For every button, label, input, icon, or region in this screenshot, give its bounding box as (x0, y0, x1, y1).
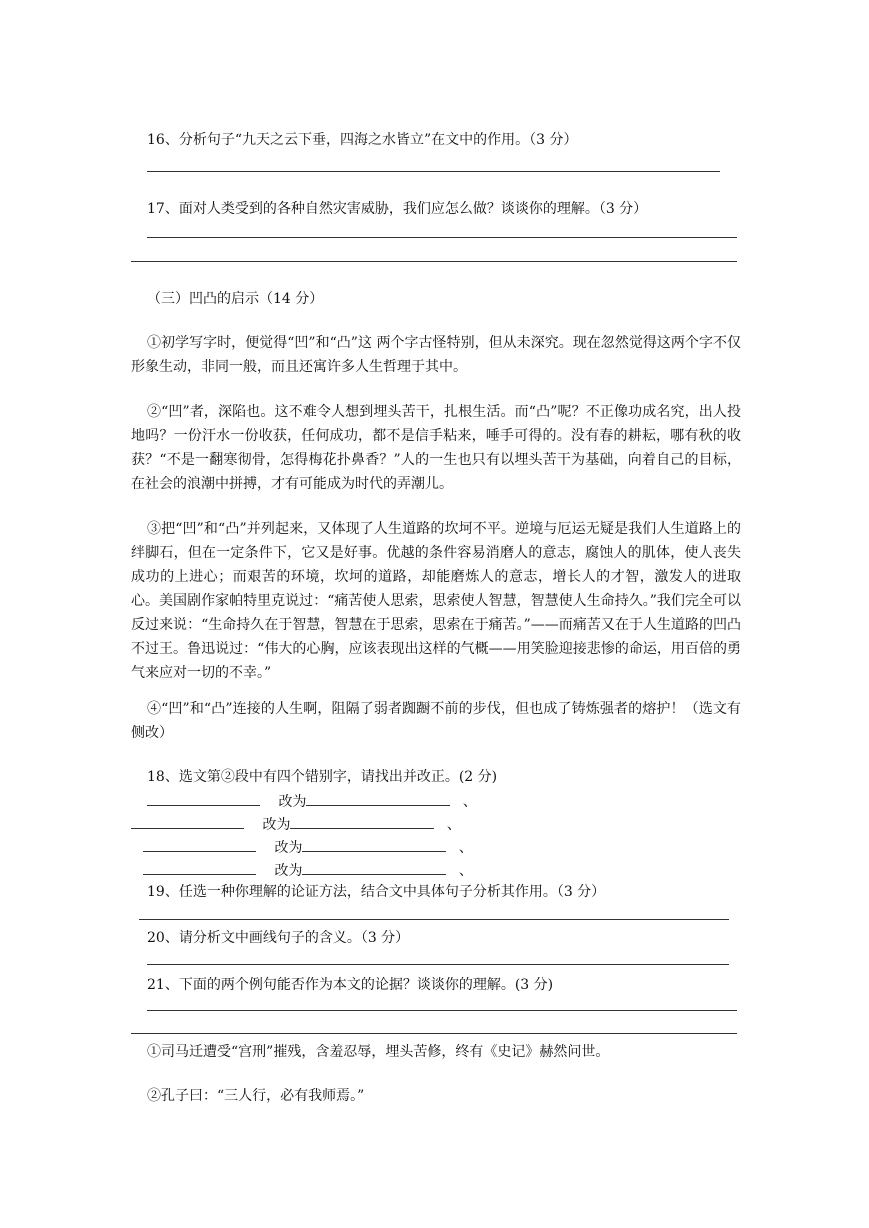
separator: 、 (458, 863, 473, 879)
section-title: （三）凹凸的启示（14 分） (147, 291, 324, 307)
question-21: 21、下面的两个例句能否作为本文的论据？谈谈你的理解。(3 分) (147, 977, 554, 993)
answer-line-19[interactable] (139, 919, 729, 920)
correction-row-2 (131, 814, 461, 834)
question-16: 16、分析句子“九天之云下垂，四海之水皆立”在文中的作用。（3 分） (147, 132, 578, 148)
correction-row-4 (143, 860, 473, 880)
correct-char-blank-2[interactable] (290, 814, 434, 829)
correct-char-blank-4[interactable] (302, 860, 446, 875)
wrong-char-blank-2[interactable] (131, 814, 244, 829)
separator: 、 (462, 794, 477, 810)
answer-line-17b[interactable] (131, 261, 737, 262)
answer-line-16[interactable] (147, 171, 720, 172)
wrong-char-blank-4[interactable] (143, 860, 256, 875)
correction-row-1 (147, 791, 477, 811)
change-label: 改为 (274, 840, 303, 856)
correct-char-blank-3[interactable] (302, 837, 446, 852)
example-2: ②孔子曰：“三人行，必有我师焉。” (147, 1088, 365, 1104)
wrong-char-blank-3[interactable] (143, 837, 256, 852)
paragraph-4: ④“凹”和“凸”连接的人生啊，阻隔了弱者踟蹰不前的步伐，但也成了铸炼强者的熔护！（选文有侧改） (131, 701, 741, 741)
answer-line-17a[interactable] (147, 237, 737, 238)
paragraph-3: ③把“凹”和“凸”并列起来，又体现了人生道路的坎坷不平。逆境与厄运无疑是我们人生道路上的绊脚石，但在一定条件下，它又是好事。优越的条件容易消磨人的意志，腐蚀人的肌体，使人丧失成功的上进心；而艰苦的环境，坎坷的道路，却能磨炼人的意志，增长人的才智，激发人的进取心。美国剧作家帕特里克说过：“痛苦使人思索，思索使人智慧，智慧使人生命持久。”我们完全可以反过来说：“生命持久在于智慧，智慧在于思索，思索在于痛苦。”——而痛苦又在于人生道路的凹凸不过王。鲁迅说过：“伟大的心胸，应该表现出这样的气概——用笑脸迎接悲惨的命运，用百倍的勇气来应对一切的不幸。” (131, 521, 741, 681)
change-label: 改为 (262, 817, 291, 833)
correct-char-blank-1[interactable] (306, 791, 450, 806)
answer-line-20[interactable] (147, 964, 729, 965)
separator: 、 (446, 817, 461, 833)
question-20: 20、请分析文中画线句子的含义。（3 分） (147, 930, 410, 946)
wrong-char-blank-1[interactable] (147, 791, 260, 806)
change-label: 改为 (274, 863, 303, 879)
paragraph-1: ①初学写字时，便觉得“凹”和“凸”这 两个字古怪特别，但从未深究。现在忽然觉得这两个字不仅形象生动，非同一般，而且还寓许多人生哲理于其中。 (131, 335, 741, 375)
change-label: 改为 (278, 794, 307, 810)
separator: 、 (458, 840, 473, 856)
paragraph-2: ②“凹”者，深陷也。这不难令人想到埋头苦干，扎根生活。而“凸”呢？不正像功成名究，出人投地吗？一份汗水一份收获，任何成功，都不是信手粘来，唾手可得的。没有春的耕耘，哪有秋的收获？“不是一翻寒彻骨，怎得梅花扑鼻香？”人的一生也只有以埋头苦干为基础，向着自己的目标，在社会的浪潮中拼搏，才有可能成为时代的弄潮儿。 (131, 404, 741, 492)
example-1: ①司马迁遭受“宫刑”摧残，含羞忍辱，埋头苦修，终有《史记》赫然问世。 (147, 1044, 610, 1060)
correction-row-3 (143, 837, 473, 857)
answer-line-21b[interactable] (131, 1033, 737, 1034)
answer-line-21a[interactable] (147, 1010, 737, 1011)
question-18: 18、选文第②段中有四个错别字，请找出并改正。(2 分) (147, 769, 498, 785)
question-19: 19、任选一种你理解的论证方法，结合文中具体句子分析其作用。（3 分） (147, 884, 606, 900)
question-17: 17、面对人类受到的各种自然灾害威胁，我们应怎么做？谈谈你的理解。（3 分） (147, 201, 648, 217)
